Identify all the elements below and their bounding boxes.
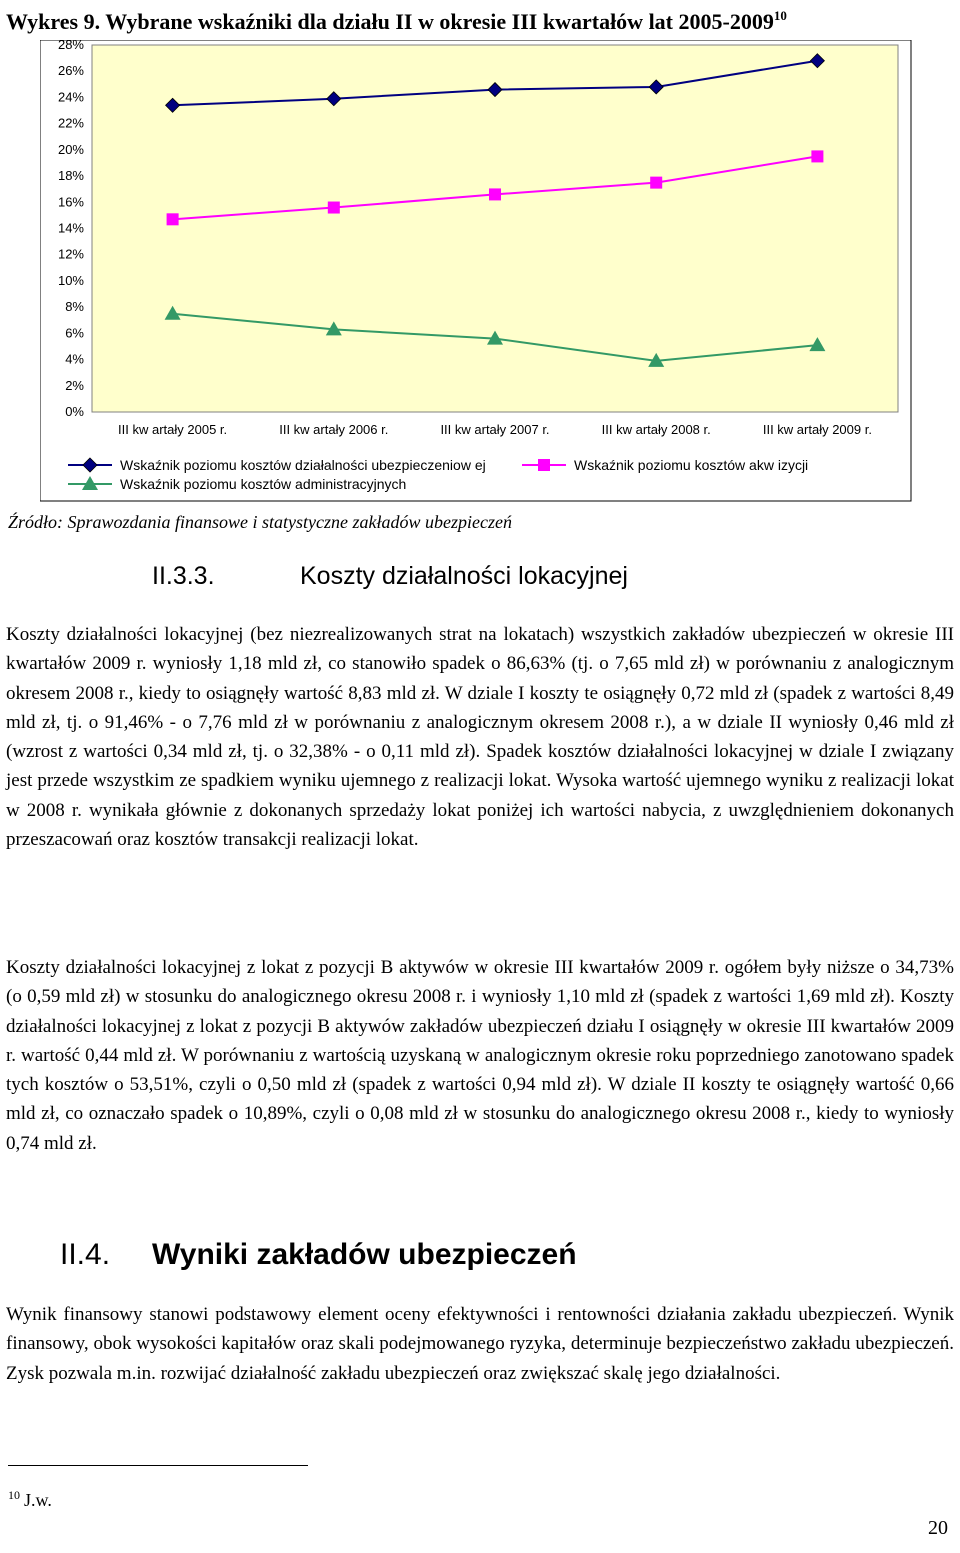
y-tick-label: 22% (57, 115, 84, 131)
x-tick-label: III kw artały 2008 r. (601, 422, 711, 437)
section-number: II.3.3. (152, 562, 215, 590)
legend-label: Wskaźnik poziomu kosztów administracyjnych (120, 476, 407, 492)
data-point-square (167, 213, 179, 225)
y-tick-label: 2% (65, 377, 84, 393)
y-tick-label: 26% (57, 63, 84, 79)
y-tick-label: 10% (57, 272, 84, 288)
legend-item (68, 457, 486, 473)
y-tick-label: 8% (65, 299, 84, 315)
y-tick-label: 14% (57, 220, 84, 236)
legend-label: Wskaźnik poziomu kosztów działalności ubezpieczeniow ej (120, 457, 486, 473)
plot-area (58, 40, 898, 437)
legend-label: Wskaźnik poziomu kosztów akw izycji (574, 457, 809, 473)
y-tick-label: 6% (65, 325, 84, 341)
section2-number: II.4. (60, 1238, 111, 1271)
x-tick-label: III kw artały 2007 r. (440, 422, 550, 437)
data-point-square (489, 188, 501, 200)
y-tick-label: 28% (57, 40, 84, 52)
x-tick-label: III kw artały 2005 r. (118, 422, 228, 437)
figure-title (6, 2, 960, 36)
section2-paragraph-1: Wynik finansowy stanowi podstawowy element oceny efektywności i rentowności działania zakładu ubezpieczeń. Wynik finansowy, obok wysokości kapitałów oraz skali podejmowanego ryzyka, determinuje bezpieczeństwo zakładu ubezpieczeń. Zysk pozwala m.in. rozwijać działalność zakładu ubezpieczeń oraz zwiększać skalę jego działalności. (6, 1304, 954, 1384)
y-tick-label: 12% (57, 246, 84, 262)
footnote-divider (8, 1465, 308, 1466)
data-point-square (328, 202, 340, 214)
footnote-mark: 10 (8, 1488, 20, 1502)
data-point-square (811, 150, 823, 162)
y-tick-label: 0% (65, 404, 84, 419)
data-point-square (650, 177, 662, 189)
x-tick-label: III kw artały 2009 r. (762, 422, 872, 437)
y-tick-label: 4% (65, 351, 84, 367)
figure-title-footnote-mark: 10 (773, 8, 787, 23)
figure-source: Źródło: Sprawozdania finansowe i statystyczne zakładów ubezpieczeń (8, 512, 512, 532)
figure-title-text: Wykres 9. Wybrane wskaźniki dla działu II w okresie III kwartałów lat 2005-2009 (6, 9, 774, 34)
section-paragraph-2: Koszty działalności lokacyjnej z lokat z pozycji B aktywów w okresie III kwartałów 2009 r. ogółem były niższe o 34,73% (o 0,59 mld zł) w stosunku do analogicznego okresu 2008 r. i wyniosły 1,10 mld zł (spadek z wartości 1,69 mld zł). Koszty działalności lokacyjnej z lokat z pozycji B aktywów zakładów ubezpieczeń działu I osiągnęły w okresie III kwartałów 2009 r. wartość 0,44 mld zł. W porównaniu z wartością uzyskaną w analogicznym okresie roku poprzedniego zanotowano spadek tych kosztów o 53,51%, czyli o 0,50 mld zł (spadek z wartości 0,94 mld zł). W dziale II koszty te osiągnęły wartość 0,66 mld zł, co oznaczało spadek o 10,89%, czyli o 0,08 mld zł w stosunku do analogicznego okresu 2008 r., kiedy to wyniosły 0,74 mld zł. (6, 957, 954, 1154)
y-tick-label: 18% (57, 168, 84, 184)
y-tick-label: 16% (57, 194, 84, 210)
footnote-text: J.w. (24, 1490, 52, 1510)
section-paragraph-1: Koszty działalności lokacyjnej (bez niezrealizowanych strat na lokatach) wszystkich zakładów ubezpieczeń w okresie III kwartałów 2009 r. wyniosły 1,18 mld zł, co stanowiło spadek o 86,63% (tj. o 7,65 mld zł) w porównaniu z analogicznym okresem 2008 r., kiedy to osiągnęły wartość 8,83 mld zł. W dziale I koszty te osiągnęły 0,72 mld zł (spadek z wartości 8,49 mld zł, tj. o 91,46% - o 7,76 mld zł w porównaniu z analogicznym okresem 2008 r.), a w dziale II wyniosły 0,46 mld zł (wzrost z wartości 0,34 mld zł, tj. o 32,38% - o 0,11 mld zł). Spadek kosztów działalności lokacyjnej w dziale I związany jest przede wszystkim ze spadkiem wyniku ujemnego z realizacji lokat. Wysoka wartość ujemnego wyniku z realizacji lokat w 2008 r. wynikała głównie z dokonanych sprzedaży lokat poniżej ich wartości nabycia, z uwzględnieniem dokonanych przeszacowań oraz kosztów transakcji realizacji lokat. (6, 624, 954, 851)
section-title: Koszty działalności lokacyjnej (300, 562, 628, 590)
y-tick-label: 24% (57, 89, 84, 105)
section2-title: Wyniki zakładów ubezpieczeń (152, 1238, 577, 1271)
footnote (8, 1488, 52, 1511)
legend-marker-square (538, 459, 550, 471)
y-tick-label: 20% (57, 141, 84, 157)
x-tick-label: III kw artały 2006 r. (279, 422, 389, 437)
plot-background (92, 45, 898, 412)
line-chart (40, 40, 912, 502)
page-number: 20 (928, 1517, 948, 1539)
